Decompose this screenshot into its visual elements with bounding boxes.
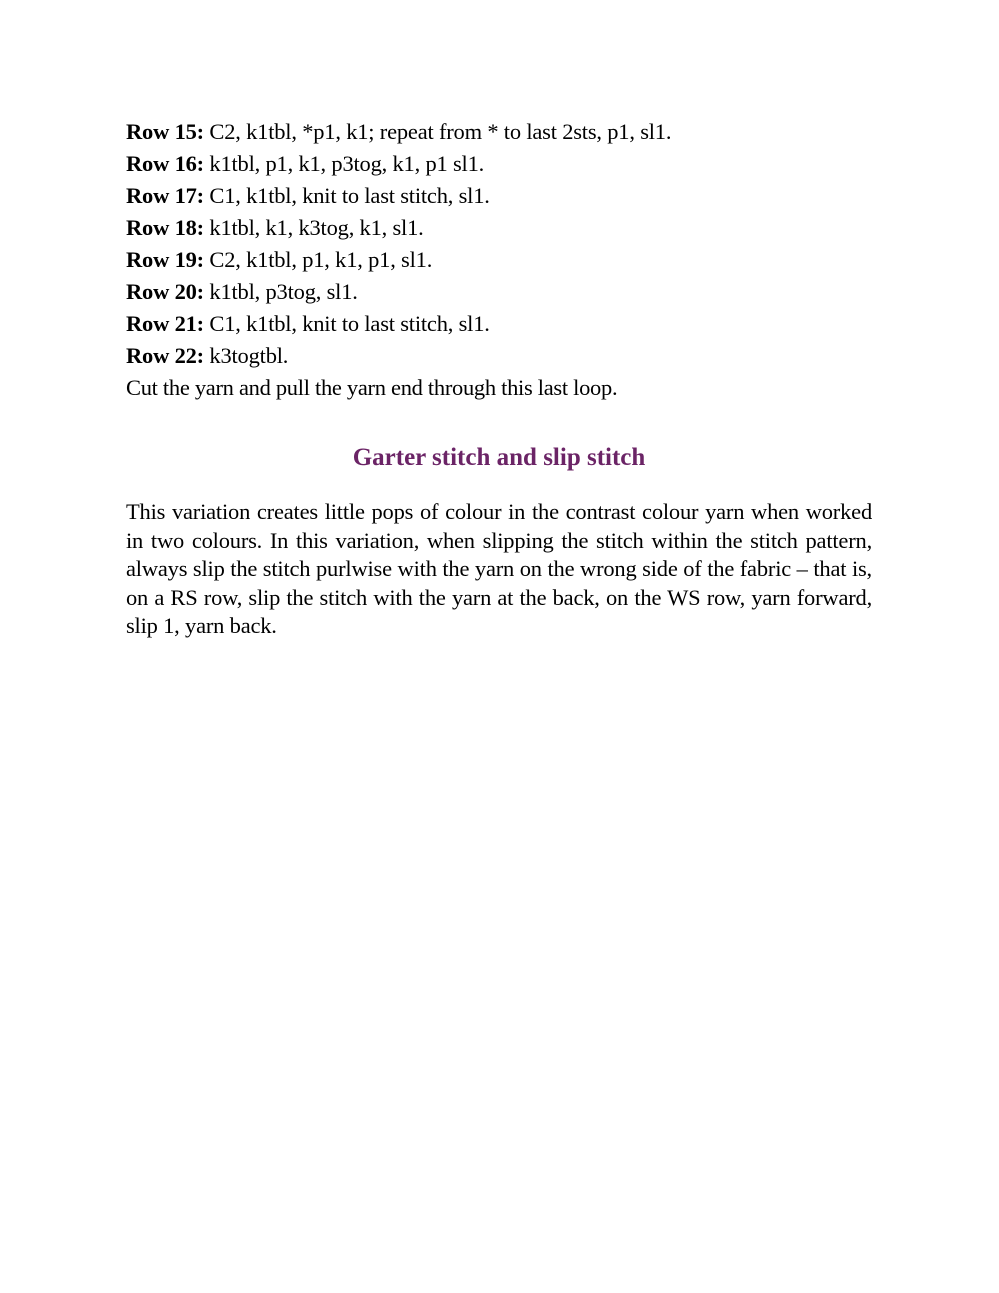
document-page: [126, 116, 876, 641]
pattern-row-22: [126, 340, 876, 372]
row-label: Row 21:: [126, 311, 204, 336]
pattern-row-17: [126, 180, 876, 212]
row-label: Row 22:: [126, 343, 204, 368]
row-label: Row 20:: [126, 279, 204, 304]
row-instruction: C1, k1tbl, knit to last stitch, sl1.: [203, 183, 490, 208]
row-instruction: k1tbl, k1, k3tog, k1, sl1.: [203, 215, 424, 240]
row-label: Row 17:: [126, 183, 204, 208]
pattern-row-16: [126, 148, 876, 180]
row-label: Row 19:: [126, 247, 204, 272]
pattern-row-21: [126, 308, 876, 340]
row-label: Row 15:: [126, 119, 204, 144]
row-label: Row 18:: [126, 215, 204, 240]
closing-instruction: Cut the yarn and pull the yarn end through this last loop.: [126, 375, 618, 400]
pattern-row-18: [126, 212, 876, 244]
row-instruction: k1tbl, p1, k1, p3tog, k1, p1 sl1.: [203, 151, 485, 176]
pattern-row-20: [126, 276, 876, 308]
section-paragraph: This variation creates little pops of colour in the contrast colour yarn when worked in two colours. In this variation, when slipping the stitch within the stitch pattern, always slip the stitch purlwise with the yarn on the wrong side of the fabric – that is, on a RS row, slip the stitch with the yarn at the back, on the WS row, yarn forward, slip 1, yarn back.: [126, 499, 872, 638]
row-instruction: C1, k1tbl, knit to last stitch, sl1.: [203, 311, 490, 336]
pattern-row-15: [126, 116, 876, 148]
row-instruction: k1tbl, p3tog, sl1.: [203, 279, 358, 304]
pattern-row-19: [126, 244, 876, 276]
row-instruction: C2, k1tbl, p1, k1, p1, sl1.: [203, 247, 433, 272]
row-instruction: k3togtbl.: [203, 343, 289, 368]
row-label: Row 16:: [126, 151, 204, 176]
row-instruction: C2, k1tbl, *p1, k1; repeat from * to last 2sts, p1, sl1.: [203, 119, 672, 144]
section-heading: Garter stitch and slip stitch: [352, 444, 646, 471]
